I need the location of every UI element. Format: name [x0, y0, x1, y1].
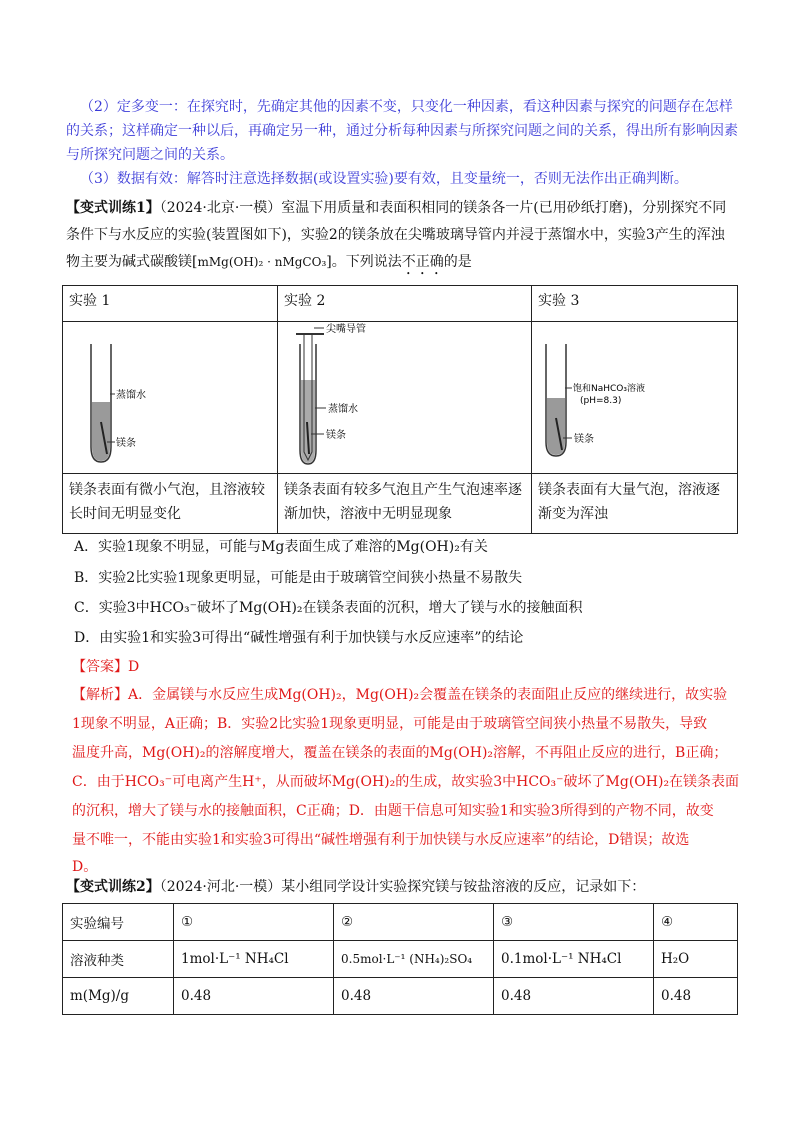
experiment-table: [62, 285, 738, 534]
t2-r0-c0: 实验编号: [63, 904, 174, 941]
option-d: D．由实验1和实验3可得出“碱性增强有利于加快镁与水反应速率”的结论: [74, 630, 524, 646]
t2-r0-c3: ③: [494, 904, 654, 941]
intro-p3-text: （3）数据有效：解答时注意选择数据(或设置实验)要有效，且变量统一，否则无法作出正确判断。: [80, 171, 688, 187]
t2-r1-c3: 0.1mol·L⁻¹ NH₄Cl: [494, 941, 654, 978]
result-exp1: 镁条表面有微小气泡，且溶液较长时间无明显变化: [63, 474, 278, 534]
analysis-line-6: 量不唯一，不能由实验1和实验3可得出“碱性增强有利于加快镁与水反应速率”的结论，D错误；故选: [72, 832, 690, 848]
table-header-exp3: 实验 3: [532, 286, 738, 322]
t2-r1-c0: 溶液种类: [63, 941, 174, 978]
fig3-mg-label: 镁条: [574, 434, 594, 445]
question-2-stem: [66, 875, 738, 899]
result-exp3: 镁条表面有大量气泡，溶液逐渐变为浑浊: [532, 474, 738, 534]
table-header-exp1: 实验 1: [63, 286, 278, 322]
question-1-stem: [66, 195, 738, 278]
t2-r2-c0: m(Mg)/g: [63, 978, 174, 1015]
t2-r2-c4: 0.48: [654, 978, 738, 1015]
t2-r1-c1: 1mol·L⁻¹ NH₄Cl: [174, 941, 334, 978]
question-1-stem-c: 的是: [443, 254, 472, 270]
result-exp2: 镁条表面有较多气泡且产生气泡速率逐渐加快，溶液中无明显现象: [278, 474, 532, 534]
fig1-water-label: 蒸馏水: [116, 390, 146, 401]
analysis-line-3: 温度升高，Mg(OH)₂的溶解度增大，覆盖在镁条的表面的Mg(OH)₂溶解，不再阻止反应的进行，B正确；: [72, 745, 728, 761]
question-2-tag: 【变式训练2】: [66, 879, 160, 895]
t2-r2-c2: 0.48: [334, 978, 494, 1015]
t2-r2-c1: 0.48: [174, 978, 334, 1015]
t2-r2-c3: 0.48: [494, 978, 654, 1015]
question-1-source: （2024·北京·一模）: [159, 200, 282, 216]
intro-p2-text: （2）定多变一：在探究时，先确定其他的因素不变，只变化一种因素，看这种因素与探究的问题存在怎样的关系；这样确定一种以后，再确定另一种，通过分析每种因素与所探究问题之间的关系，得出所有影响因素与所探究问题之间的关系。: [66, 99, 738, 163]
t2-r0-c4: ④: [654, 904, 738, 941]
analysis-line-4: C．由于HCO₃⁻可电离产生H⁺，从而破坏Mg(OH)₂的生成，故实验3中HCO₃⁻破坏了Mg(OH)₂在镁条表面: [72, 774, 740, 790]
t2-r1-c4: H₂O: [654, 941, 738, 978]
t2-r0-c2: ②: [334, 904, 494, 941]
question-1-stem-b: ]。下列说法: [326, 254, 402, 270]
table-header-exp2: 实验 2: [278, 286, 532, 322]
answer: 【答案】D: [72, 659, 140, 675]
figure-cell-exp3: [532, 322, 738, 474]
fig2-water-label: 蒸馏水: [328, 404, 358, 415]
analysis: [72, 681, 740, 879]
figure-cell-exp2: [278, 322, 532, 474]
option-a: A．实验1现象不明显，可能与Mg表面生成了难溶的Mg(OH)₂有关: [74, 539, 488, 555]
test-tube-figure-3: [532, 322, 737, 469]
fig3-solution-label: 饱和NaHCO₃溶液: [573, 384, 645, 394]
question-2-source: （2024·河北·一模）: [159, 879, 282, 895]
intro-point-3: [66, 167, 738, 191]
question-1-not-correct: 不正确: [401, 254, 444, 270]
question-1-tag: 【变式训练1】: [66, 200, 160, 216]
test-tube-figure-1: [63, 322, 268, 469]
t2-r1-c2: 0.5mol·L⁻¹ (NH₄)₂SO₄: [334, 941, 494, 978]
question-1-formula: mMg(OH)₂ · nMgCO₃: [197, 255, 327, 269]
analysis-line-1: 【解析】A．金属镁与水反应生成Mg(OH)₂，Mg(OH)₂会覆盖在镁条的表面阻止反应的继续进行，故实验: [72, 687, 728, 703]
fig3-ph-label: (pH=8.3): [580, 396, 622, 406]
analysis-line-7: D。: [72, 859, 98, 875]
analysis-line-2: 1现象不明显，A正确；B．实验2比实验1现象更明显，可能是由于玻璃管空间狭小热量不易散失，导致: [72, 716, 708, 732]
figure-cell-exp1: [63, 322, 278, 474]
fig1-mg-label: 镁条: [116, 438, 136, 449]
t2-r0-c1: ①: [174, 904, 334, 941]
intro-point-2: [66, 95, 738, 167]
analysis-line-5: 的沉积，增大了镁与水的接触面积，C正确；D．由题干信息可知实验1和实验3所得到的产物不同，故变: [72, 803, 714, 819]
fig2-mg-label: 镁条: [326, 430, 346, 441]
option-c: C．实验3中HCO₃⁻破坏了Mg(OH)₂在镁条表面的沉积，增大了镁与水的接触面积: [74, 600, 583, 616]
option-b: B．实验2比实验1现象更明显，可能是由于玻璃管空间狭小热量不易散失: [74, 570, 523, 586]
fig2-nozzle-label: 尖嘴导管: [326, 324, 366, 335]
test-tube-figure-2: [278, 322, 522, 469]
question-1-stem-a: 室温下用质量和表面积相同的镁条各一片(已用砂纸打磨)，分别探究不同条件下与水反应的实验(装置图如下)，实验2的镁条放在尖嘴玻璃导管内并浸于蒸馏水中，实验3产生的浑浊物主要为碱式碳酸镁[: [66, 200, 727, 270]
ammonium-table: [62, 903, 738, 1015]
question-2-text: 某小组同学设计实验探究镁与铵盐溶液的反应，记录如下：: [281, 879, 646, 895]
